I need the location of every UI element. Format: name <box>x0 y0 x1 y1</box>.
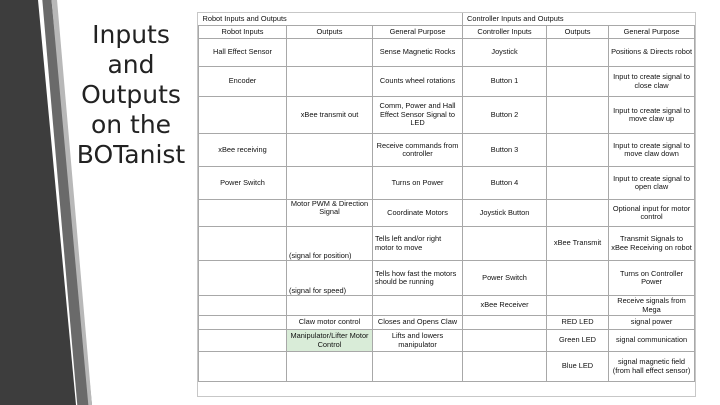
table-row <box>199 261 695 296</box>
table-cell <box>199 330 287 352</box>
table-cell: xBee Transmit <box>547 227 609 261</box>
controller-group-header: Controller Inputs and Outputs <box>463 13 695 26</box>
table-cell <box>287 296 373 316</box>
table-cell: Power Switch <box>463 261 547 296</box>
table-cell: Counts wheel rotations <box>373 67 463 97</box>
table-cell: Sense Magnetic Rocks <box>373 39 463 67</box>
table-cell: Input to create signal to move claw up <box>609 97 695 134</box>
group-header-row <box>199 13 695 26</box>
table-cell: Input to create signal to move claw down <box>609 134 695 167</box>
table-cell <box>199 352 287 382</box>
table-cell <box>287 67 373 97</box>
table-cell <box>547 97 609 134</box>
table-cell: Input to create signal to close claw <box>609 67 695 97</box>
table-cell: xBee receiving <box>199 134 287 167</box>
table-cell: Transmit Signals to xBee Receiving on robot <box>609 227 695 261</box>
table-cell: Coordinate Motors <box>373 200 463 227</box>
table-row <box>199 296 695 316</box>
table-cell: Optional input for motor control <box>609 200 695 227</box>
table-cell: Lifts and lowers manipulator <box>373 330 463 352</box>
table-cell: Turns on Controller Power <box>609 261 695 296</box>
table-cell <box>547 134 609 167</box>
table-cell <box>373 296 463 316</box>
table-cell <box>287 39 373 67</box>
table-cell <box>199 227 287 261</box>
table-cell: Button 4 <box>463 167 547 200</box>
table-row <box>199 200 695 227</box>
table-row <box>199 167 695 200</box>
table-cell: (signal for speed) <box>287 261 373 296</box>
table-cell: Receive signals from Mega <box>609 296 695 316</box>
table-cell: Button 2 <box>463 97 547 134</box>
table-cell: xBee transmit out <box>287 97 373 134</box>
table-cell: Closes and Opens Claw <box>373 316 463 330</box>
table-cell: Receive commands from controller <box>373 134 463 167</box>
table-cell <box>287 352 373 382</box>
table-row <box>199 67 695 97</box>
io-table <box>198 13 695 382</box>
table-cell <box>547 261 609 296</box>
table-cell <box>199 296 287 316</box>
table-cell <box>373 352 463 382</box>
table-row <box>199 316 695 330</box>
table-cell: Button 3 <box>463 134 547 167</box>
table-cell: Turns on Power <box>373 167 463 200</box>
table-row <box>199 352 695 382</box>
table-cell <box>199 200 287 227</box>
table-cell: signal communication <box>609 330 695 352</box>
table-cell: Joystick <box>463 39 547 67</box>
table-cell: Comm, Power and Hall Effect Sensor Signal to LED <box>373 97 463 134</box>
slide-title: Inputs and Outputs on the BOTanist <box>76 20 186 169</box>
table-cell <box>287 167 373 200</box>
table-cell <box>463 352 547 382</box>
table-cell <box>547 200 609 227</box>
column-header: General Purpose <box>609 26 695 39</box>
column-header-row <box>199 26 695 39</box>
column-header: General Purpose <box>373 26 463 39</box>
table-cell <box>199 97 287 134</box>
column-header: Robot Inputs <box>199 26 287 39</box>
table-row <box>199 134 695 167</box>
column-header: Controller Inputs <box>463 26 547 39</box>
table-cell: RED LED <box>547 316 609 330</box>
table-cell: signal magnetic field (from hall effect sensor) <box>609 352 695 382</box>
table-cell <box>199 316 287 330</box>
table-cell <box>287 134 373 167</box>
table-row <box>199 227 695 261</box>
table-cell: Green LED <box>547 330 609 352</box>
table-cell <box>463 330 547 352</box>
table-row <box>199 97 695 134</box>
table-row <box>199 39 695 67</box>
table-cell: Positions & Directs robot <box>609 39 695 67</box>
table-cell <box>547 39 609 67</box>
table-cell: Power Switch <box>199 167 287 200</box>
table-row <box>199 330 695 352</box>
table-cell: Tells left and/or right motor to move <box>373 227 463 261</box>
table-cell <box>463 227 547 261</box>
column-header: Outputs <box>547 26 609 39</box>
robot-group-header: Robot Inputs and Outputs <box>199 13 463 26</box>
table-cell <box>547 296 609 316</box>
table-cell: Joystick Button <box>463 200 547 227</box>
table-cell <box>547 67 609 97</box>
highlighted-cell: Manipulator/Lifter Motor Control <box>287 330 373 352</box>
table-cell <box>547 167 609 200</box>
table-cell: Hall Effect Sensor <box>199 39 287 67</box>
table-cell: signal power <box>609 316 695 330</box>
table-cell <box>463 316 547 330</box>
table-cell <box>199 261 287 296</box>
table-cell: Encoder <box>199 67 287 97</box>
table-cell: (signal for position) <box>287 227 373 261</box>
table-cell: Tells how fast the motors should be running <box>373 261 463 296</box>
table-cell: xBee Receiver <box>463 296 547 316</box>
column-header: Outputs <box>287 26 373 39</box>
table-cell: Button 1 <box>463 67 547 97</box>
table-cell: Claw motor control <box>287 316 373 330</box>
table-cell: Motor PWM & Direction Signal <box>287 200 373 227</box>
table-cell: Input to create signal to open claw <box>609 167 695 200</box>
table-cell: Blue LED <box>547 352 609 382</box>
